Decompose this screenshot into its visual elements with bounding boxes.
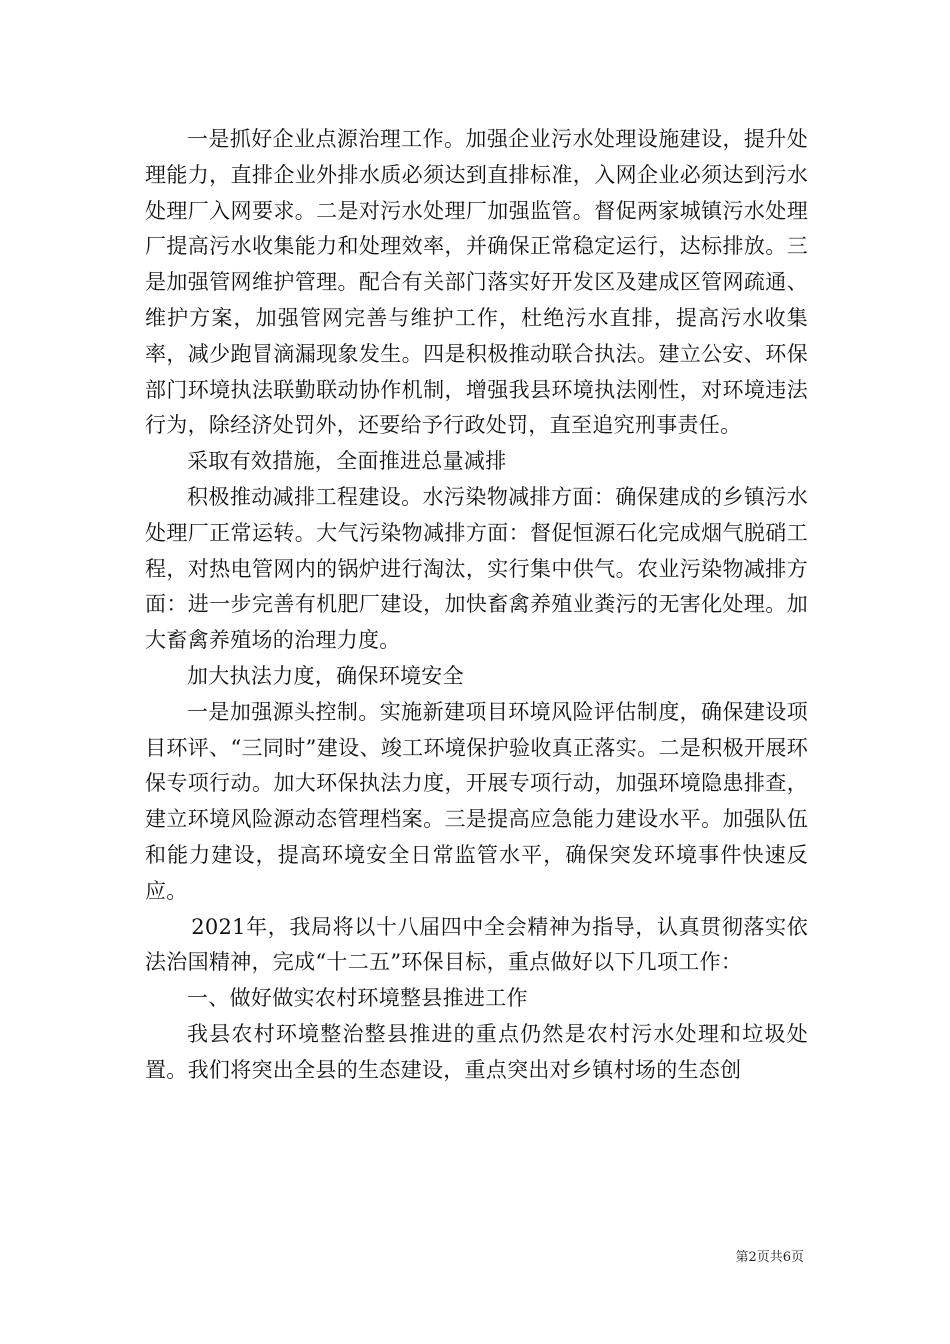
- paragraph-emission-reduction: 积极推动减排工程建设。水污染物减排方面：确保建成的乡镇污水处理厂正常运转。大气污染物减排方面：督促恒源石化完成烟气脱硝工程，对热电管网内的锅炉进行淘汰，实行集中供气。农业污染物减排方面：进一步完善有机肥厂建设，加快畜禽养殖业粪污的无害化处理。加大畜禽养殖场的治理力度。: [145, 484, 808, 653]
- heading-law-enforcement: 加大执法力度，确保环境安全: [187, 663, 464, 688]
- paragraph-rural-environment: 我县农村环境整治整县推进的重点仍然是农村污水处理和垃圾处置。我们将突出全县的生态建设，重点突出对乡镇村场的生态创: [145, 1021, 808, 1082]
- paragraph-law-enforcement: 一是加强源头控制。实施新建项目环境风险评估制度，确保建设项目环评、“三同时”建设、竣工环境保护验收真正落实。二是积极开展环保专项行动。加大环保执法力度，开展专项行动，加强环境隐患排查，建立环境风险源动态管理档案。三是提高应急能力建设水平。加强队伍和能力建设，提高环境安全日常监管水平，确保突发环境事件快速反应。: [145, 699, 808, 903]
- paragraph-point-source-control: 一是抓好企业点源治理工作。加强企业污水处理设施建设，提升处理能力，直排企业外排水质必须达到直排标准，入网企业必须达到污水处理厂入网要求。二是对污水处理厂加强监管。督促两家城镇污水处理厂提高污水收集能力和处理效率，并确保正常稳定运行，达标排放。三是加强管网维护管理。配合有关部门落实好开发区及建成区管网疏通、维护方案，加强管网完善与维护工作，杜绝污水直排，提高污水收集率，减少跑冒滴漏现象发生。四是积极推动联合执法。建立公安、环保部门环境执法联勤联动协作机制，增强我县环境执法刚性，对环境违法行为，除经济处罚外，还要给予行政处罚，直至追究刑事责任。: [145, 127, 808, 438]
- document-body: [145, 122, 808, 1089]
- heading-rural-environment: 一、做好做实农村环境整县推进工作: [187, 986, 528, 1011]
- paragraph-2021-plan: 2021年，我局将以十八届四中全会精神为指导，认真贯彻落实依法治国精神，完成“十二五”环保目标，重点做好以下几项工作：: [145, 914, 808, 975]
- page-number-footer: 第2页共6页: [735, 1250, 804, 1265]
- heading-emission-reduction: 采取有效措施，全面推进总量减排: [187, 449, 507, 474]
